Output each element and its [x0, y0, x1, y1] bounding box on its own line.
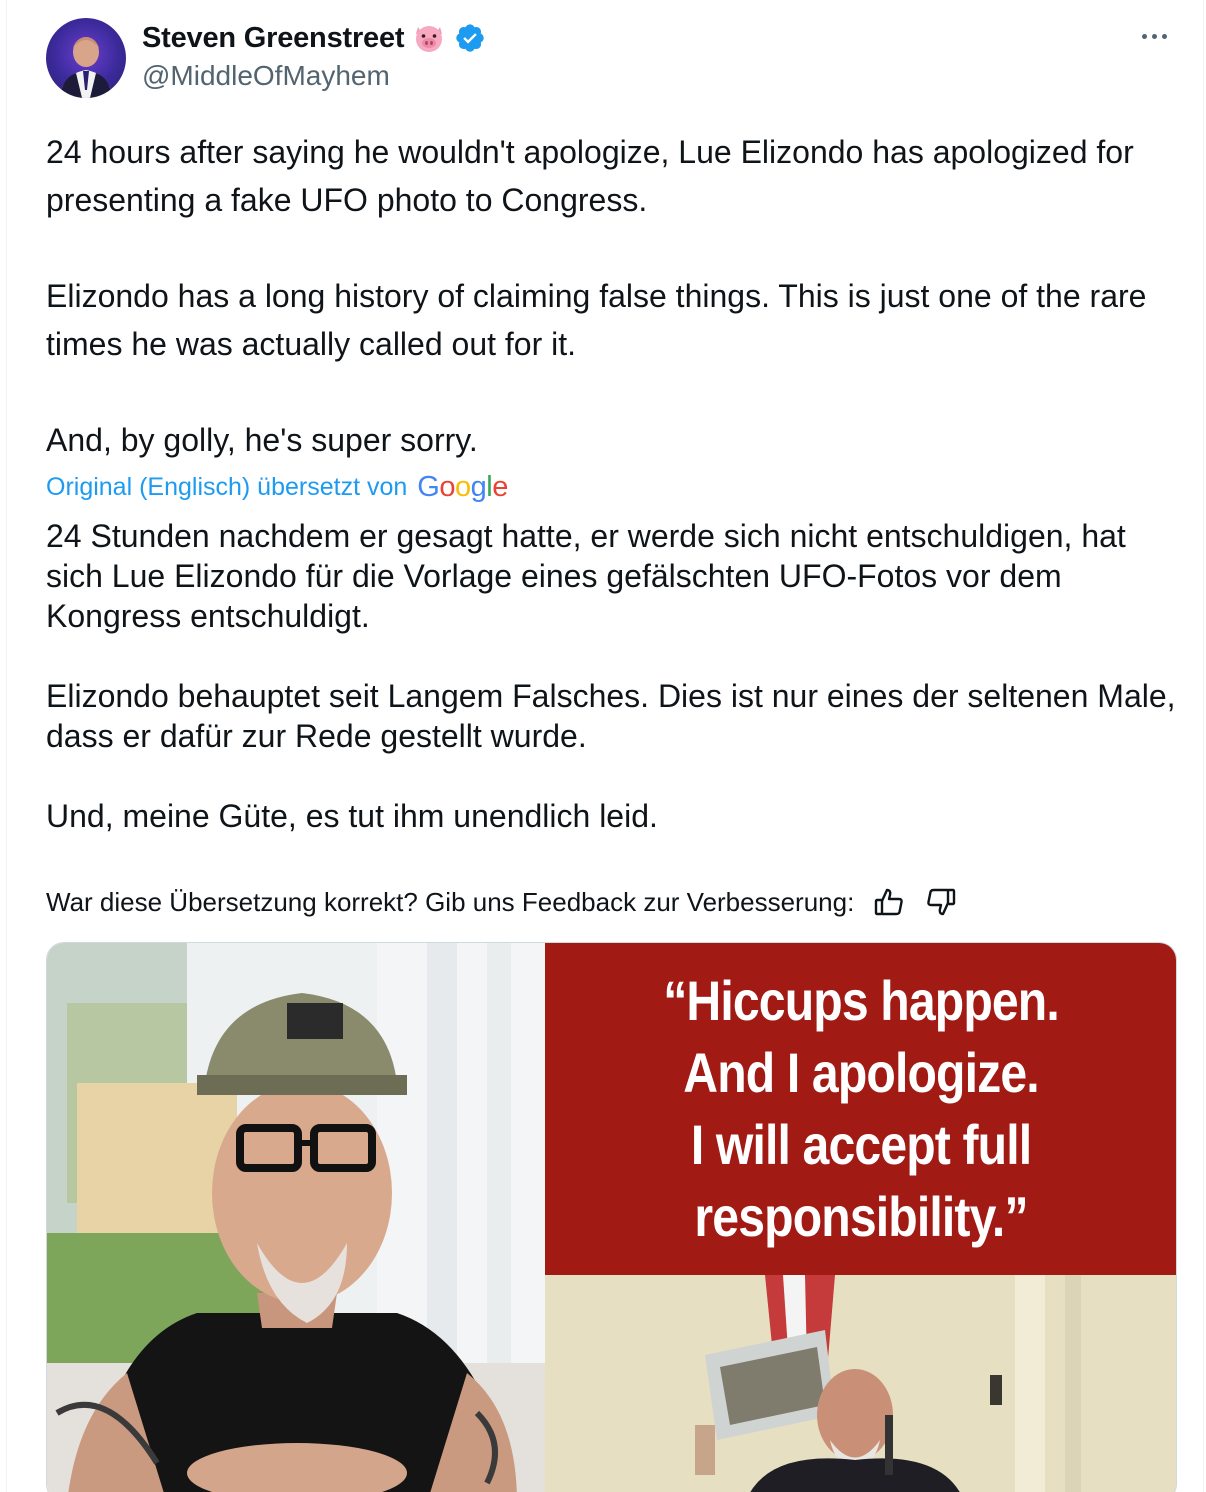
tweet-paragraph: And, by golly, he's super sorry.: [46, 422, 478, 458]
photo-congress-hearing[interactable]: [545, 1275, 1177, 1492]
thumbs-down-icon[interactable]: [924, 885, 958, 919]
tweet-paragraph: Elizondo has a long history of claiming false things. This is just one of the rare times he was actually called out for it.: [46, 278, 1147, 362]
avatar[interactable]: [46, 18, 126, 98]
translation-attribution[interactable]: [46, 470, 508, 504]
thumbs-up-icon[interactable]: [872, 885, 906, 919]
quote-panel: [545, 943, 1177, 1275]
quote-text: [664, 965, 1060, 1253]
more-dot: [1142, 34, 1147, 39]
quote-line: I will accept full: [691, 1113, 1032, 1176]
translation-paragraph: Und, meine Güte, es tut ihm unendlich leid.: [46, 798, 658, 834]
tweet-text: [46, 128, 1181, 464]
translated-text: [46, 516, 1186, 836]
pig-face-icon: [412, 21, 446, 55]
translation-paragraph: Elizondo behauptet seit Langem Falsches. Dies ist nur eines der seltenen Male, dass er dafür zur Rede gestellt wurde.: [46, 678, 1176, 754]
author-name-row: [142, 20, 486, 56]
feedback-prompt: War diese Übersetzung korrekt? Gib uns Feedback zur Verbesserung:: [46, 886, 855, 917]
quote-line: responsibility.”: [694, 1185, 1029, 1248]
author-display-name[interactable]: Steven Greenstreet: [142, 21, 405, 54]
more-dot: [1162, 34, 1167, 39]
google-logo: Google: [417, 470, 508, 503]
translation-label[interactable]: Original (Englisch) übersetzt von: [46, 472, 408, 501]
translation-feedback: [46, 884, 958, 920]
translation-paragraph: 24 Stunden nachdem er gesagt hatte, er werde sich nicht entschuldigen, hat sich Lue Elizondo für die Vorlage eines gefälschten UFO-Fotos vor dem Kongress entschuldigt.: [46, 518, 1126, 634]
verified-badge-icon[interactable]: [454, 22, 486, 54]
tweet-paragraph: 24 hours after saying he wouldn't apologize, Lue Elizondo has apologized for presenting a fake UFO photo to Congress.: [46, 134, 1134, 218]
quote-line: And I apologize.: [683, 1041, 1040, 1104]
quote-line: “Hiccups happen.: [663, 969, 1060, 1032]
more-dot: [1152, 34, 1157, 39]
tweet-media[interactable]: [46, 942, 1177, 1492]
more-options-icon[interactable]: [1142, 34, 1167, 39]
tweet-card: [6, 0, 1204, 1492]
author-handle[interactable]: @MiddleOfMayhem: [142, 60, 390, 91]
photo-man-in-cap[interactable]: [47, 943, 545, 1492]
